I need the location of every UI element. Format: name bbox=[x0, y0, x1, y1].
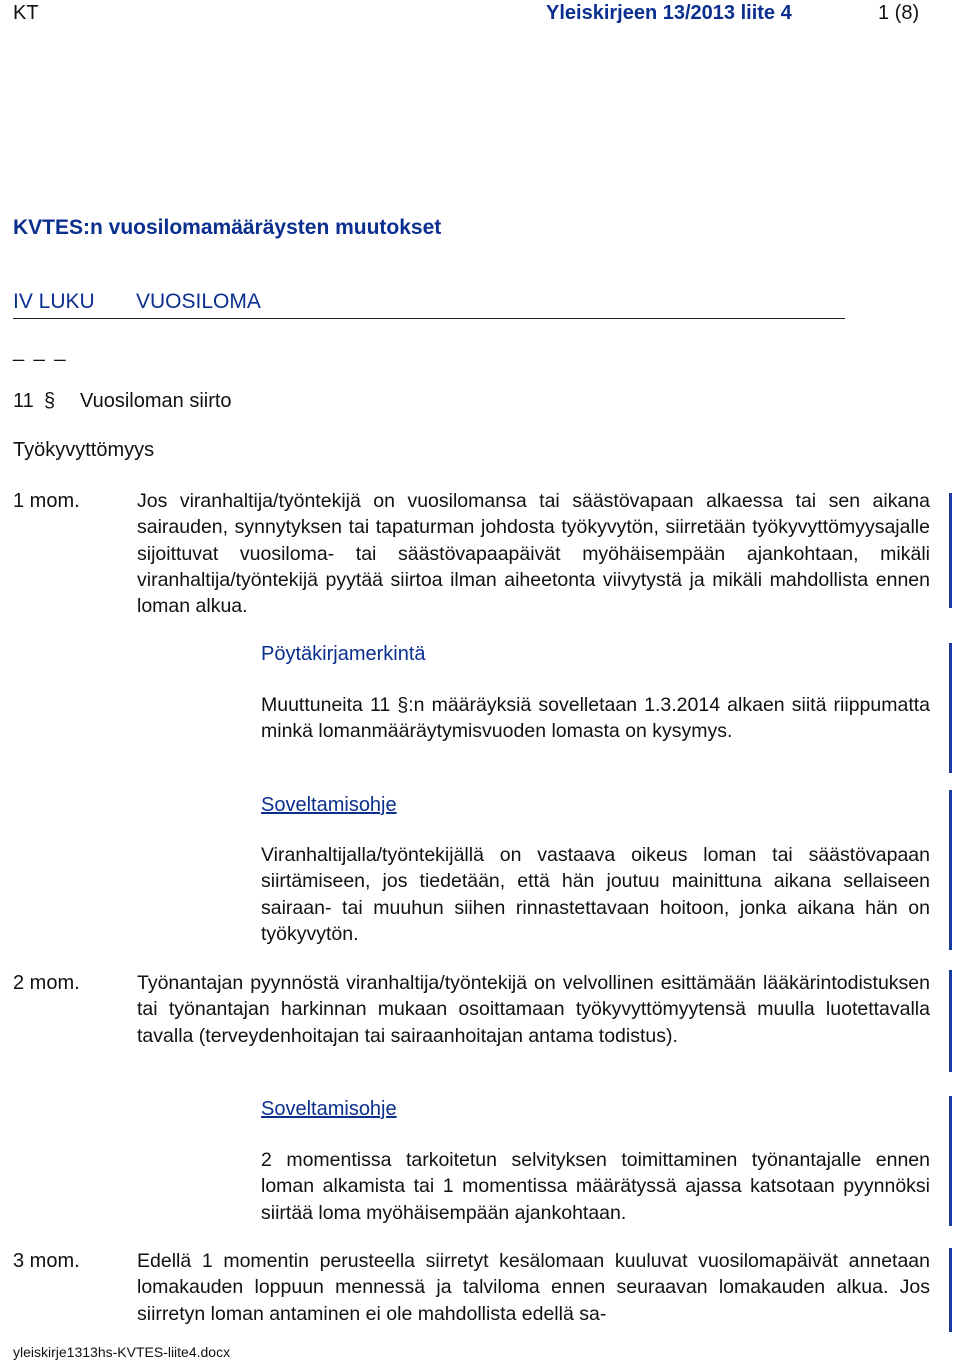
moment-label-1: 1 mom. bbox=[13, 490, 80, 512]
change-bar bbox=[949, 790, 952, 950]
subsection-title: Työkyvyttömyys bbox=[13, 439, 155, 461]
section-sign: § bbox=[44, 390, 56, 412]
application-guideline-label-1: Soveltamisohje bbox=[261, 794, 397, 816]
moment-text-3: Edellä 1 momentin perusteella siirretyt kesälomaan kuuluvat vuosilomapäivät annetaan lomakauden loppuun mennessä ja talviloma ennen seuraavan lomakauden alkua. Jos siirretyn loman antaminen ei ole mahdollista edellä sa- bbox=[137, 1250, 930, 1325]
change-bar bbox=[949, 493, 952, 608]
footer-filename: yleiskirje1313hs-KVTES-liite4.docx bbox=[13, 1344, 231, 1360]
header-document-title: Yleiskirjeen 13/2013 liite 4 bbox=[546, 2, 792, 24]
change-bar bbox=[949, 1248, 952, 1332]
section-number: 11 bbox=[13, 390, 34, 412]
change-bar bbox=[949, 1096, 952, 1226]
chapter-name: VUOSILOMA bbox=[136, 290, 261, 313]
header-page-number: 1 (8) bbox=[878, 2, 920, 24]
deleted-text-marker: _ _ _ bbox=[13, 340, 68, 362]
application-guideline-text-2: 2 momentissa tarkoitetun selvityksen toimittaminen työnantajalle ennen loman alkamista tai 1 momentissa määrätyssä ajassa katsotaan pyynnöksi siirtää loma myöhäisempään ajankohtaan. bbox=[261, 1149, 930, 1224]
change-bar bbox=[949, 643, 952, 773]
protocol-note-label: Pöytäkirjamerkintä bbox=[261, 643, 426, 665]
moment-label-3: 3 mom. bbox=[13, 1250, 80, 1272]
header-org: KT bbox=[13, 2, 39, 24]
section-title: Vuosiloman siirto bbox=[80, 390, 232, 412]
chapter-number: IV LUKU bbox=[13, 290, 95, 313]
moment-text-2: Työnantajan pyynnöstä viranhaltija/työntekijä on velvollinen esittämään lääkärintodistuksen tai työnantajan harkinnan mukaan osoittamaan työkyvyttömyytensä muulla luotettavalla tavalla (terveydenhoitajan tai sairaanhoitajan antama todistus). bbox=[137, 972, 930, 1047]
application-guideline-text-1: Viranhaltijalla/työntekijällä on vastaava oikeus loman tai säästövapaan siirtämiseen, jos tiedetään, että hän joutuu mainittuna aikana sellaiseen sairaan- tai muuhun siihen rinnastettavaan hoitoon, jonka aikana hän on työkyvytön. bbox=[261, 844, 930, 945]
chapter-heading bbox=[13, 290, 845, 319]
moment-text-1: Jos viranhaltija/työntekijä on vuosilomansa tai säästövapaan alkaessa tai sen aikana sairauden, synnytyksen tai tapaturman johdosta työkyvytön, siirretään työkyvyttömyysajalle sijoittuvat vuosiloma- tai säästövapaapäivät myöhäisempään ajankohtaan, mikäli viranhaltija/työntekijä pyytää siirtoa ilman aiheetonta viivytystä ja mikäli mahdollista ennen loman alkua. bbox=[137, 490, 930, 618]
change-bar bbox=[949, 970, 952, 1072]
moment-label-2: 2 mom. bbox=[13, 972, 80, 994]
page-title: KVTES:n vuosilomamääräysten muutokset bbox=[13, 216, 442, 239]
protocol-note-text: Muuttuneita 11 §:n määräyksiä sovelletaan 1.3.2014 alkaen siitä riippumatta minkä lomanmääräytymisvuoden lomasta on kysymys. bbox=[261, 694, 930, 743]
application-guideline-label-2: Soveltamisohje bbox=[261, 1098, 397, 1120]
